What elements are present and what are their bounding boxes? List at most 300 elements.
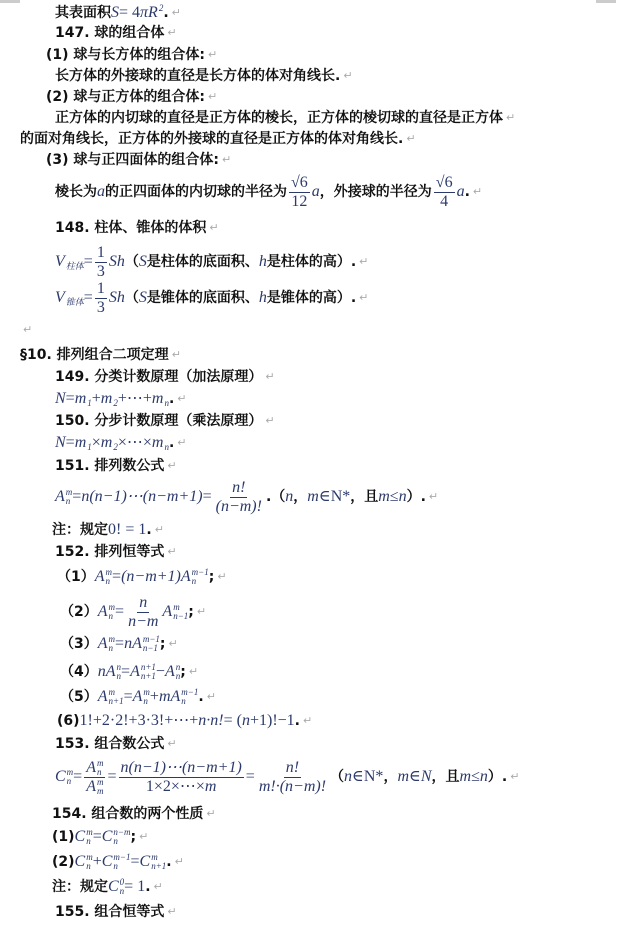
- math-variable: a: [456, 183, 465, 200]
- fraction-numerator: [95, 280, 107, 299]
- scripted-symbol: [130, 663, 156, 681]
- doc-line: [60, 635, 178, 653]
- math-base: C: [74, 828, 86, 845]
- text-run: ，且: [350, 489, 379, 505]
- doc-line: [52, 878, 163, 896]
- math-base: C: [55, 768, 66, 785]
- superscript: n: [116, 662, 122, 672]
- doc-line: [52, 828, 148, 846]
- math-base: C: [139, 853, 151, 870]
- scripted-symbol: [102, 853, 131, 871]
- superscript: m: [108, 634, 116, 644]
- math-operator: ×: [91, 434, 101, 451]
- subscript: n+1: [140, 671, 156, 681]
- math-operator: = 4: [119, 4, 141, 21]
- text-run: .: [464, 184, 470, 200]
- math-operator: 3: [96, 298, 105, 316]
- math-base: A: [97, 688, 108, 705]
- superscript: m: [65, 487, 73, 497]
- math-base: m: [151, 390, 164, 407]
- subscript: 1: [87, 442, 92, 452]
- scripted-symbol: [108, 878, 124, 896]
- scripts: [141, 663, 156, 681]
- text-run: ）.: [406, 489, 426, 505]
- math-operator: +: [91, 390, 101, 407]
- text-run: 是锥体的底面积、: [146, 290, 259, 306]
- scripted-symbol: [75, 434, 92, 452]
- scripted-symbol: [101, 390, 118, 408]
- scripted-symbol: [148, 4, 163, 22]
- text-run: 的面对角线长，正方体的外接球的直径是正方体的体对角线长.: [20, 131, 404, 147]
- doc-line: [55, 244, 368, 281]
- superscript: m: [151, 852, 158, 862]
- superscript: 0: [119, 877, 125, 887]
- math-operator: +1)!−1: [249, 712, 295, 729]
- math-variable: n: [124, 635, 133, 652]
- fraction-denominator: [95, 299, 107, 317]
- text-run: ;: [159, 636, 166, 652]
- scripts: [151, 853, 166, 871]
- scripted-symbol: [152, 390, 169, 408]
- math-base: A: [180, 568, 191, 585]
- text-run: .: [294, 713, 300, 729]
- math-variable: N: [55, 434, 66, 451]
- subscript: 2: [113, 442, 118, 452]
- subscript: n+1: [151, 861, 167, 871]
- superscript: m: [86, 827, 93, 837]
- math-operator: 1: [96, 243, 105, 261]
- text-run: 148. 柱体、锥体的体积: [55, 220, 207, 236]
- doc-line: [57, 568, 227, 586]
- math-operator: +: [149, 688, 159, 705]
- text-run: 149. 分类计数原理（加法原理）: [55, 369, 263, 385]
- math-base: A: [132, 635, 142, 652]
- scripted-symbol: [162, 603, 188, 621]
- text-run: ;: [208, 569, 215, 585]
- math-variable: m≤n: [459, 768, 488, 785]
- subscript: 2: [113, 398, 118, 408]
- doc-line: [55, 280, 368, 317]
- text-run: 是锥体的高）.: [266, 290, 357, 306]
- scripts: [173, 603, 188, 621]
- math-variable: n(n−1)⋯(n−m+1): [81, 488, 203, 505]
- superscript: m: [96, 776, 104, 787]
- scripted-symbol: [86, 778, 103, 796]
- scripted-symbol: [171, 688, 199, 706]
- math-operator: ∈N*: [318, 488, 351, 505]
- text-run: ，且: [431, 769, 460, 785]
- doc-line: [55, 903, 177, 921]
- doc-line: [55, 479, 438, 516]
- math-operator: =: [107, 768, 117, 785]
- math-variable: m: [307, 488, 319, 505]
- text-run: 153. 组合数公式: [55, 736, 165, 752]
- text-run: （3）: [60, 636, 98, 652]
- subscript: n: [65, 496, 71, 506]
- subscript: n: [108, 643, 114, 653]
- doc-line: [52, 805, 216, 823]
- superscript: m: [105, 567, 113, 577]
- subscript: 柱体: [65, 261, 84, 271]
- scripted-symbol: [132, 635, 160, 653]
- math-operator: =: [65, 390, 75, 407]
- math-variable: n(n−1)⋯(n−m+1): [120, 758, 242, 776]
- text-run: （: [124, 290, 139, 306]
- fraction-numerator: [95, 244, 107, 263]
- scripted-symbol: [55, 253, 84, 271]
- fraction-denominator: [257, 778, 328, 796]
- subscript: n: [116, 671, 122, 681]
- math-operator: =: [112, 568, 122, 585]
- subscript: n: [105, 576, 111, 586]
- scripted-symbol: [75, 390, 92, 408]
- scripts: [143, 635, 160, 653]
- fraction: [95, 244, 107, 281]
- text-run: .: [146, 522, 152, 538]
- math-operator: =: [83, 253, 93, 270]
- math-variable: h: [258, 253, 267, 270]
- text-run: ，外接球的半径为: [319, 184, 432, 200]
- text-run: （4）: [60, 664, 98, 680]
- text-run: ，: [383, 769, 398, 785]
- subscript: n: [164, 442, 169, 452]
- math-variable: n: [285, 488, 294, 505]
- scripts: [97, 759, 104, 777]
- text-run: （1）: [57, 569, 95, 585]
- fraction-numerator: [119, 759, 244, 778]
- scripted-symbol: [55, 768, 73, 786]
- text-run: 154. 组合数的两个性质: [52, 806, 204, 822]
- scripts: [66, 289, 84, 307]
- math-variable: (n−m+1): [121, 568, 181, 585]
- text-run: 长方体的外接球的直径是长方体的体对角线长.: [55, 68, 341, 84]
- text-run: ;: [130, 829, 137, 845]
- math-operator: 1!+2·2!+3·3!+⋯+: [79, 712, 199, 729]
- doc-line: [46, 151, 231, 169]
- subscript: n: [181, 696, 186, 706]
- math-variable: n!: [232, 478, 246, 496]
- scripts: [192, 568, 209, 586]
- scripted-symbol: [95, 568, 112, 586]
- math-variable: n: [97, 663, 106, 680]
- fraction-denominator: [126, 613, 160, 631]
- math-base: m: [100, 390, 113, 407]
- fraction-denominator: [438, 193, 450, 211]
- subscript: n: [66, 776, 72, 786]
- math-operator: ∈N*: [352, 768, 384, 785]
- math-base: R: [148, 4, 158, 21]
- text-run: ;: [188, 604, 194, 620]
- subscript: n: [143, 696, 148, 706]
- text-run: （: [124, 254, 139, 270]
- text-run: (1): [52, 829, 75, 845]
- text-run: ，: [293, 489, 308, 505]
- math-operator: ∈: [409, 768, 421, 785]
- math-operator: 1×2×⋯×: [145, 777, 205, 795]
- text-run: 其表面积: [55, 5, 111, 21]
- math-operator: +: [92, 853, 102, 870]
- doc-line: [55, 457, 177, 475]
- scripted-symbol: [102, 828, 131, 846]
- doc-line: [46, 88, 217, 106]
- fraction: [126, 594, 160, 631]
- superscript: m: [173, 602, 180, 612]
- doc-line: [60, 688, 216, 706]
- fraction-denominator: [84, 778, 105, 796]
- math-base: A: [86, 777, 96, 795]
- fraction: [257, 759, 328, 796]
- math-operator: = 1: [124, 878, 146, 895]
- fraction: [289, 174, 310, 211]
- doc-line: [20, 346, 181, 364]
- text-run: (3) 球与正四面体的组合体:: [46, 152, 220, 168]
- math-variable: Sh: [108, 253, 125, 270]
- math-variable: a: [97, 183, 105, 200]
- math-variable: π: [140, 4, 149, 21]
- doc-line: [55, 174, 482, 211]
- text-run: ;: [180, 664, 186, 680]
- scripts: [113, 853, 130, 871]
- subscript: 锥体: [65, 297, 84, 307]
- math-base: m: [74, 434, 87, 451]
- page-edge-right: [596, 0, 616, 3]
- scripted-symbol: [75, 853, 93, 871]
- text-run: 注：规定: [52, 879, 108, 895]
- text-run: （5）: [60, 689, 98, 705]
- math-variable: m: [158, 688, 171, 705]
- subscript: n: [164, 398, 169, 408]
- scripted-symbol: [165, 663, 180, 681]
- doc-line: [57, 712, 312, 730]
- text-run: 正方体的内切球的直径是正方体的棱长，正方体的棱切球的直径是正方体: [55, 110, 503, 126]
- text-run: 155. 组合恒等式: [55, 904, 165, 920]
- superscript: m: [108, 687, 116, 697]
- fraction: [214, 479, 264, 516]
- math-variable: n·n!: [198, 712, 224, 729]
- doc-line: [60, 594, 206, 631]
- math-base: C: [101, 828, 113, 845]
- fraction-numerator: [284, 759, 301, 778]
- scripted-symbol: [98, 603, 115, 621]
- text-run: (2) 球与正方体的组合体:: [46, 89, 206, 105]
- scripted-symbol: [75, 828, 93, 846]
- text-run: .: [168, 435, 175, 451]
- math-variable: n: [344, 768, 353, 785]
- math-variable: n!: [285, 758, 300, 776]
- superscript: 2: [158, 3, 164, 13]
- fraction: [119, 759, 244, 796]
- doc-line: [20, 130, 416, 148]
- scripts: [181, 688, 198, 706]
- superscript: m−1: [191, 567, 209, 577]
- math-variable: m!·(n−m)!: [258, 777, 327, 795]
- scripts: [66, 253, 84, 271]
- math-operator: 0! = 1: [108, 521, 147, 538]
- math-operator: =: [130, 853, 140, 870]
- subscript: n−1: [142, 643, 158, 653]
- scripts: [97, 778, 104, 796]
- math-variable: S: [138, 289, 147, 306]
- math-operator: =: [202, 488, 212, 505]
- math-variable: n: [139, 593, 148, 611]
- subscript: n: [108, 611, 114, 621]
- math-base: A: [162, 603, 173, 620]
- text-run: (6): [57, 713, 80, 729]
- doc-line: [20, 321, 32, 339]
- math-base: C: [74, 853, 86, 870]
- fraction-numerator: [137, 594, 149, 613]
- text-run: .: [166, 854, 172, 870]
- math-operator: 12: [291, 192, 308, 210]
- math-operator: =: [73, 768, 83, 785]
- math-base: A: [94, 568, 105, 585]
- fraction-numerator: [289, 174, 310, 193]
- math-variable: (n−m)!: [215, 497, 262, 515]
- text-run: §10. 排列组合二项定理: [20, 347, 169, 363]
- subscript: n: [86, 861, 91, 871]
- text-run: 是柱体的底面积、: [146, 254, 259, 270]
- subscript: n: [119, 886, 125, 896]
- subscript: n: [113, 836, 118, 846]
- math-variable: N: [420, 768, 432, 785]
- superscript: m: [96, 757, 104, 768]
- subscript: 1: [87, 398, 92, 408]
- math-base: A: [97, 635, 108, 652]
- scripted-symbol: [98, 688, 124, 706]
- math-operator: −: [155, 663, 165, 680]
- scripted-symbol: [86, 759, 103, 777]
- math-operator: =: [123, 688, 133, 705]
- math-base: m: [100, 434, 113, 451]
- subscript: m: [96, 785, 104, 796]
- scripted-symbol: [55, 488, 72, 506]
- math-base: A: [55, 488, 65, 505]
- math-base: A: [170, 688, 181, 705]
- math-base: m: [151, 434, 164, 451]
- doc-line: [55, 368, 275, 386]
- fraction-denominator: [214, 498, 264, 516]
- text-run: (2): [52, 854, 75, 870]
- math-operator: ×⋯×: [117, 434, 152, 451]
- page-edge-left: [0, 0, 20, 3]
- scripted-symbol: [98, 635, 115, 653]
- text-run: .: [198, 689, 204, 705]
- fraction: [95, 280, 107, 317]
- superscript: m: [108, 602, 116, 612]
- math-base: A: [130, 663, 140, 680]
- subscript: n: [113, 861, 118, 871]
- math-variable: m≤n: [378, 488, 407, 505]
- math-variable: S: [111, 4, 119, 21]
- superscript: n+1: [140, 662, 156, 672]
- scripted-symbol: [101, 434, 118, 452]
- fraction-numerator: [84, 759, 105, 778]
- scripted-symbol: [181, 568, 209, 586]
- math-operator: =: [65, 434, 75, 451]
- math-operator: 1: [96, 279, 105, 297]
- scripted-symbol: [152, 434, 169, 452]
- doc-line: [52, 853, 184, 871]
- text-run: 150. 分步计数原理（乘法原理）: [55, 413, 263, 429]
- doc-line: [52, 521, 164, 539]
- fraction-numerator: [434, 174, 455, 193]
- subscript: n: [96, 766, 102, 777]
- text-run: 的正四面体的内切球的半径为: [105, 184, 287, 200]
- fraction: [434, 174, 455, 211]
- math-base: C: [101, 853, 113, 870]
- superscript: m: [143, 687, 150, 697]
- math-base: A: [105, 663, 116, 680]
- math-operator: =: [115, 603, 125, 620]
- doc-line: [55, 109, 515, 127]
- fraction-denominator: [289, 193, 309, 211]
- doc-line: [55, 735, 177, 753]
- math-variable: n−m: [128, 612, 159, 630]
- doc-line: [55, 4, 181, 22]
- text-run: 151. 排列数公式: [55, 458, 165, 474]
- doc-line: [55, 219, 219, 237]
- scripted-symbol: [140, 853, 167, 871]
- text-run: （2）: [60, 604, 98, 620]
- text-run: .: [163, 5, 169, 21]
- math-operator: =: [72, 488, 82, 505]
- doc-line: [55, 759, 519, 796]
- math-operator: √6: [291, 173, 308, 191]
- doc-line: [55, 390, 187, 408]
- text-run: .: [168, 391, 175, 407]
- math-base: C: [108, 878, 119, 895]
- math-variable: S: [138, 253, 147, 270]
- math-variable: m: [204, 777, 217, 795]
- superscript: m−1: [181, 687, 199, 697]
- text-run: 147. 球的组合体: [55, 25, 165, 41]
- math-operator: =: [121, 663, 131, 680]
- superscript: n: [175, 662, 181, 672]
- fraction-numerator: [230, 479, 247, 498]
- text-run: (1) 球与长方体的组合体:: [46, 47, 206, 63]
- math-variable: N: [55, 390, 66, 407]
- scripted-symbol: [55, 289, 84, 307]
- math-base: A: [164, 663, 175, 680]
- text-run: 棱长为: [55, 184, 97, 200]
- subscript: n: [86, 836, 91, 846]
- math-base: A: [97, 603, 108, 620]
- subscript: n−1: [173, 611, 189, 621]
- subscript: n+1: [108, 696, 124, 706]
- math-base: A: [132, 688, 143, 705]
- math-operator: =: [92, 828, 102, 845]
- scripts: [113, 828, 130, 846]
- doc-line: [55, 412, 275, 430]
- math-operator: =: [115, 635, 125, 652]
- math-base: V: [55, 253, 65, 270]
- fraction-denominator: [144, 778, 219, 796]
- text-run: 是柱体的高）.: [266, 254, 357, 270]
- scripted-symbol: [133, 688, 150, 706]
- text-run: 152. 排列恒等式: [55, 544, 165, 560]
- math-base: A: [86, 758, 96, 776]
- math-variable: h: [258, 289, 267, 306]
- math-base: V: [55, 289, 65, 306]
- text-run: .: [145, 879, 151, 895]
- math-variable: n: [241, 712, 250, 729]
- math-variable: a: [311, 183, 320, 200]
- doc-line: [55, 67, 353, 85]
- math-operator: √6: [435, 173, 453, 191]
- math-variable: Sh: [108, 289, 125, 306]
- fraction: [84, 759, 105, 796]
- math-operator: 4: [440, 192, 449, 210]
